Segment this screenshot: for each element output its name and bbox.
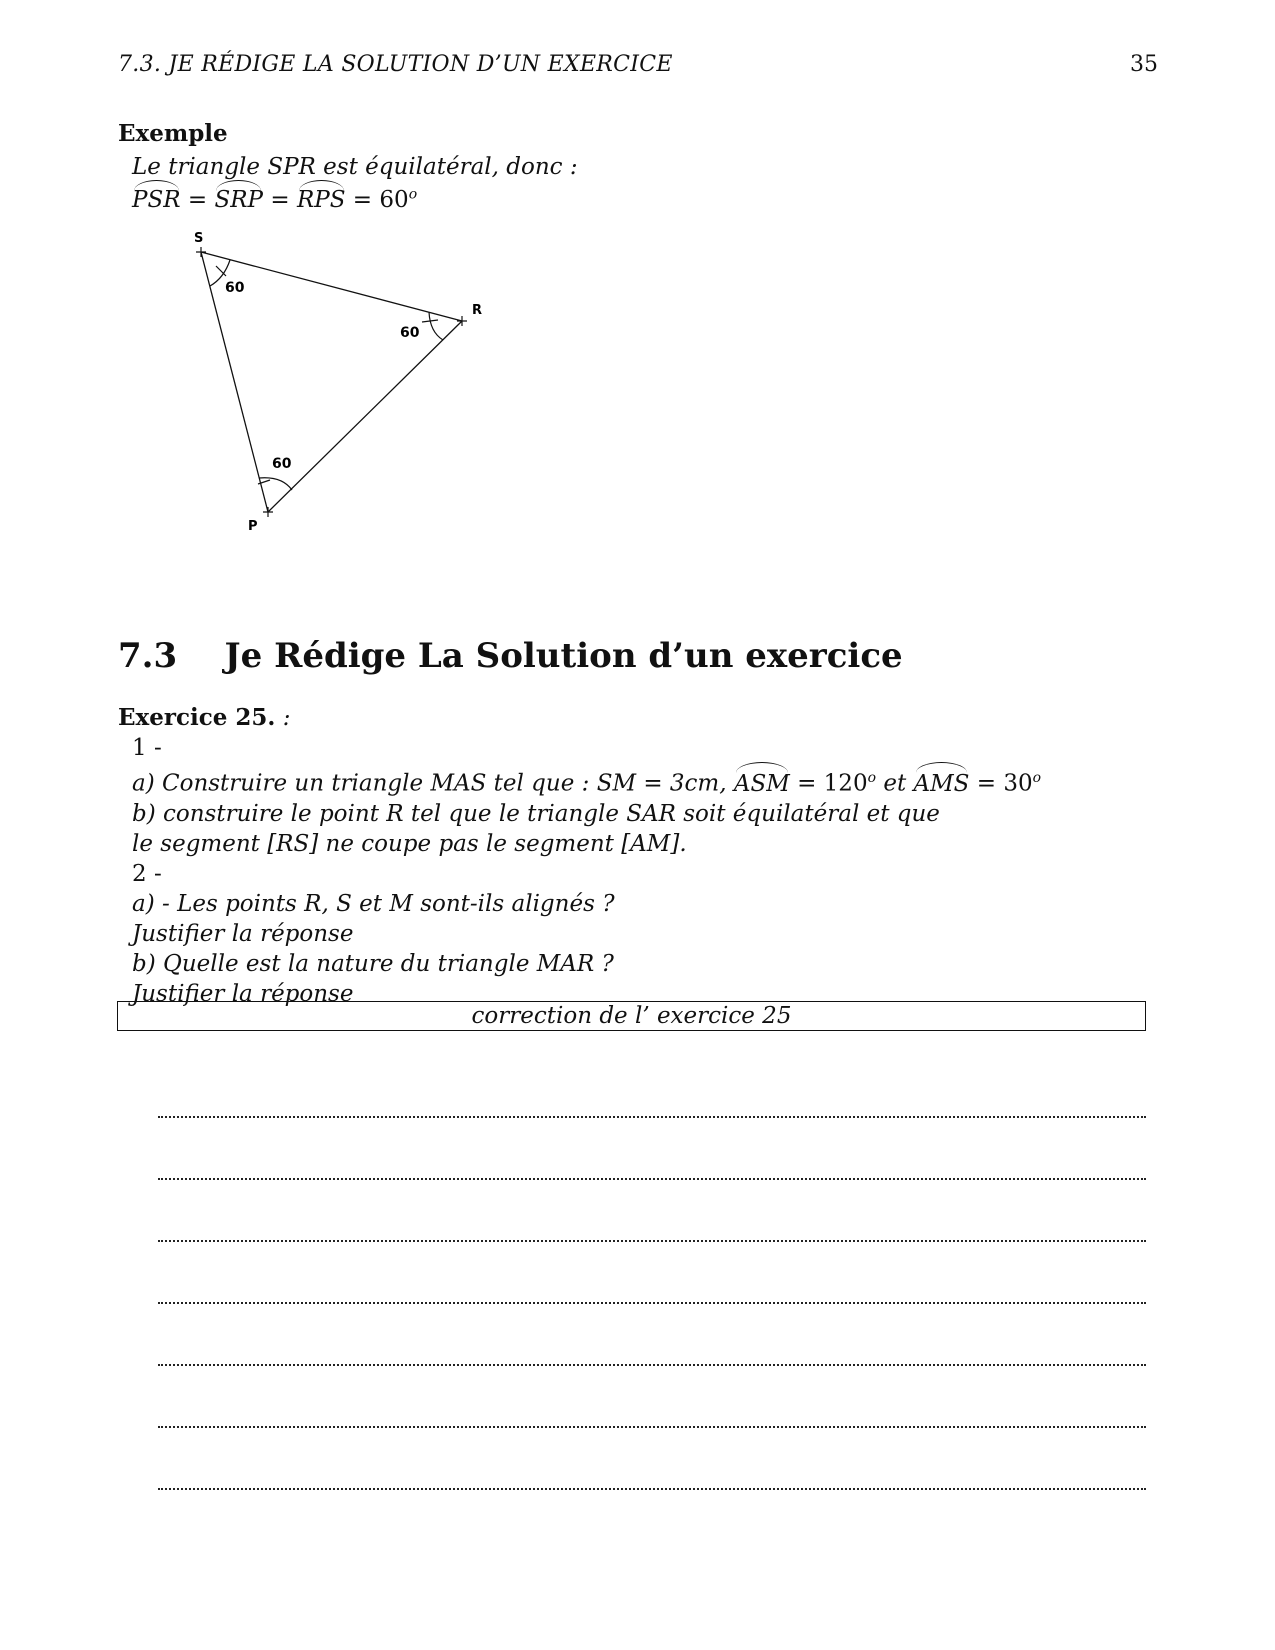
- angle-ams: AMS: [914, 767, 970, 799]
- exercise-block: [118, 703, 1163, 1009]
- answer-line[interactable]: [158, 1284, 1146, 1346]
- angle-label-s: 60: [225, 280, 245, 296]
- section-heading: [118, 636, 903, 676]
- example-equation: PSR = SRP = RPS = $60^o$: [132, 186, 418, 213]
- question-2b: b) Quelle est la nature du triangle MAR ?: [132, 950, 614, 977]
- exercise-title: Exercice 25.: [118, 704, 276, 731]
- exercise-colon: :: [282, 705, 291, 731]
- running-title: 7.3. JE RÉDIGE LA SOLUTION D’UN EXERCICE: [118, 52, 673, 77]
- exercise-heading: [118, 703, 1163, 733]
- answer-line[interactable]: [158, 1408, 1146, 1470]
- page-number: 35: [1130, 52, 1158, 77]
- section-number: 7.3: [118, 636, 178, 676]
- answer-line[interactable]: [158, 1160, 1146, 1222]
- part2-label: 2 -: [132, 860, 162, 887]
- degree-mark-1: o: [867, 770, 877, 786]
- arc-r: [429, 312, 443, 340]
- triangle-figure: [190, 228, 520, 568]
- angle-psr: PSR: [132, 187, 181, 213]
- question-1b-line1: b) construire le point R tel que le triangle SAR soit équilatéral et que: [132, 800, 940, 827]
- answer-line[interactable]: [158, 1346, 1146, 1408]
- angle-asm: ASM: [734, 767, 790, 799]
- vertex-label-p: P: [248, 519, 258, 534]
- angle-rps: RPS: [296, 187, 346, 213]
- degree-mark-2: o: [1032, 770, 1042, 786]
- answer-line[interactable]: [158, 1098, 1146, 1160]
- angle-ams-value: = 30: [969, 770, 1033, 797]
- example-title: Exemple: [118, 120, 228, 147]
- angle-asm-value: = 120: [789, 770, 868, 797]
- question-1b-line2: le segment [RS] ne coupe pas le segment [AM].: [132, 830, 687, 857]
- arc-p: [259, 478, 292, 490]
- degree-mark: o: [408, 186, 418, 203]
- question-1a-text: a) Construire un triangle MAS tel que : SM = 3cm,: [132, 770, 734, 797]
- angle-srp: SRP: [214, 187, 264, 213]
- answer-line[interactable]: [158, 1470, 1146, 1532]
- vertex-label-r: R: [472, 303, 483, 318]
- question-2b-justify: Justifier la réponse: [132, 980, 354, 1007]
- answer-lines: [158, 1098, 1146, 1532]
- angle-label-p: 60: [272, 456, 292, 472]
- question-2a-justify: Justifier la réponse: [132, 920, 354, 947]
- angle-value: 60: [379, 187, 409, 213]
- vertex-label-s: S: [194, 231, 204, 246]
- question-2a: a) - Les points R, S et M sont-ils alignés ?: [132, 890, 615, 917]
- angle-label-r: 60: [400, 325, 420, 341]
- part1-label: 1 -: [132, 735, 162, 761]
- side-rp: [268, 321, 462, 512]
- example-text: Le triangle SPR est équilatéral, donc :: [132, 154, 578, 180]
- cross-s: [196, 247, 206, 257]
- question-1a: [118, 763, 1163, 799]
- correction-box: correction de l’ exercice 25: [117, 1001, 1146, 1031]
- answer-line[interactable]: [158, 1222, 1146, 1284]
- section-title: Je Rédige La Solution d’un exercice: [224, 636, 903, 676]
- question-1a-and: et: [876, 770, 914, 797]
